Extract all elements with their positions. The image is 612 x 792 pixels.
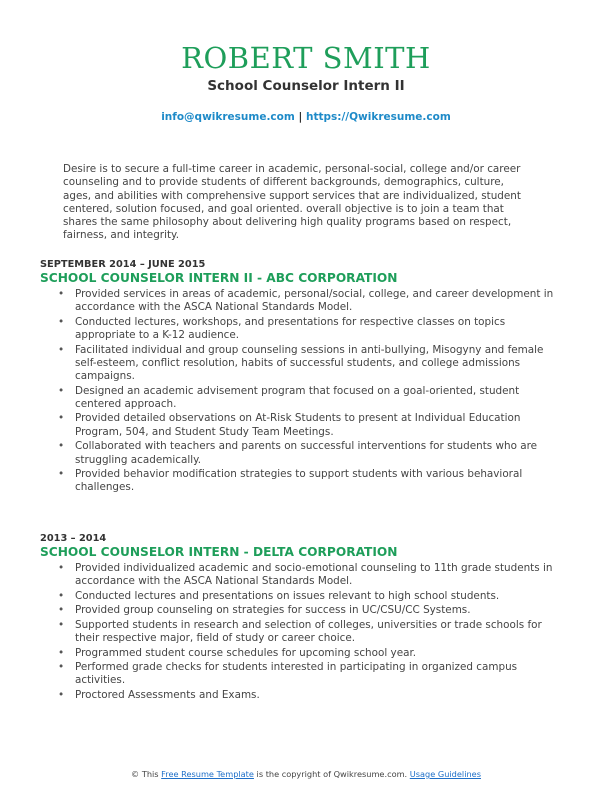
duty-item: • Conducted lectures, workshops, and presentations for respective classes on topics appropriate to a K-12 audience. — [75, 316, 555, 343]
duty-item: • Provided behavior modification strategies to support students with various behavioral challenges. — [75, 468, 555, 495]
duty-item: • Designed an academic advisement program that focused on a goal-oriented, student centered approach. — [75, 385, 555, 412]
duty-item: • Performed grade checks for students interested in participating in organized campus activities. — [75, 661, 555, 688]
job-role: SCHOOL COUNSELOR INTERN II - ABC CORPORATION — [40, 271, 398, 285]
duty-item: • Facilitated individual and group counseling sessions in anti-bullying, Misogyny and female self-esteem, conflict resolution, habits of successful students, and college admissions campaigns. — [75, 344, 555, 384]
duty-item: • Collaborated with teachers and parents on successful interventions for students who are struggling academically. — [75, 440, 555, 467]
duty-item: • Provided group counseling on strategies for success in UC/CSU/CC Systems. — [75, 604, 555, 617]
candidate-title: School Counselor Intern II — [207, 78, 405, 94]
email-link[interactable]: info@qwikresume.com — [161, 111, 295, 123]
summary-paragraph: Desire is to secure a full-time career in academic, personal-social, college and/or career counseling and to provide students of different backgrounds, demographics, culture, ages, and abilities with comprehensive support services that are individualized, student centered, solution focused, and goal oriented. overall objective is to join a team that shares the same philosophy about delivering high quality programs based on respect, fairness, and integrity. — [63, 163, 521, 242]
duty-item: • Supported students in research and selection of colleges, universities or trade schools for their respective major, field of study or career choice. — [75, 619, 555, 646]
duty-list — [40, 562, 580, 702]
footer-middle: is the copyright of Qwikresume.com. — [256, 769, 408, 779]
copyright-footer — [0, 769, 612, 779]
candidate-name: ROBERT SMITH — [181, 41, 431, 75]
free-resume-template-link[interactable]: Free Resume Template — [161, 769, 254, 779]
job-dates: 2013 – 2014 — [40, 533, 107, 544]
contact-separator: | — [298, 111, 303, 123]
duty-list — [40, 288, 580, 495]
duty-item: • Conducted lectures and presentations on issues relevant to high school students. — [75, 590, 555, 603]
duty-item: • Provided services in areas of academic, personal/social, college, and career development in accordance with the ASCA National Standards Model. — [75, 288, 555, 315]
website-link[interactable]: https://Qwikresume.com — [305, 111, 451, 123]
duty-item: • Provided individualized academic and socio-emotional counseling to 11th grade students in accordance with the ASCA National Standards Model. — [75, 562, 555, 589]
usage-guidelines-link[interactable]: Usage Guidelines — [409, 769, 481, 779]
duty-item: • Programmed student course schedules for upcoming school year. — [75, 647, 555, 660]
experience-entry-2 — [40, 532, 580, 703]
duty-item: • Provided detailed observations on At-Risk Students to present at Individual Education Program, 504, and Student Study Team Meetings. — [75, 412, 555, 439]
job-dates: SEPTEMBER 2014 – JUNE 2015 — [40, 259, 206, 270]
footer-prefix: © This — [131, 769, 159, 779]
job-role: SCHOOL COUNSELOR INTERN - DELTA CORPORATION — [40, 545, 398, 559]
experience-entry-1 — [40, 258, 580, 496]
duty-item: • Proctored Assessments and Exams. — [75, 689, 555, 702]
contact-line — [0, 111, 612, 123]
